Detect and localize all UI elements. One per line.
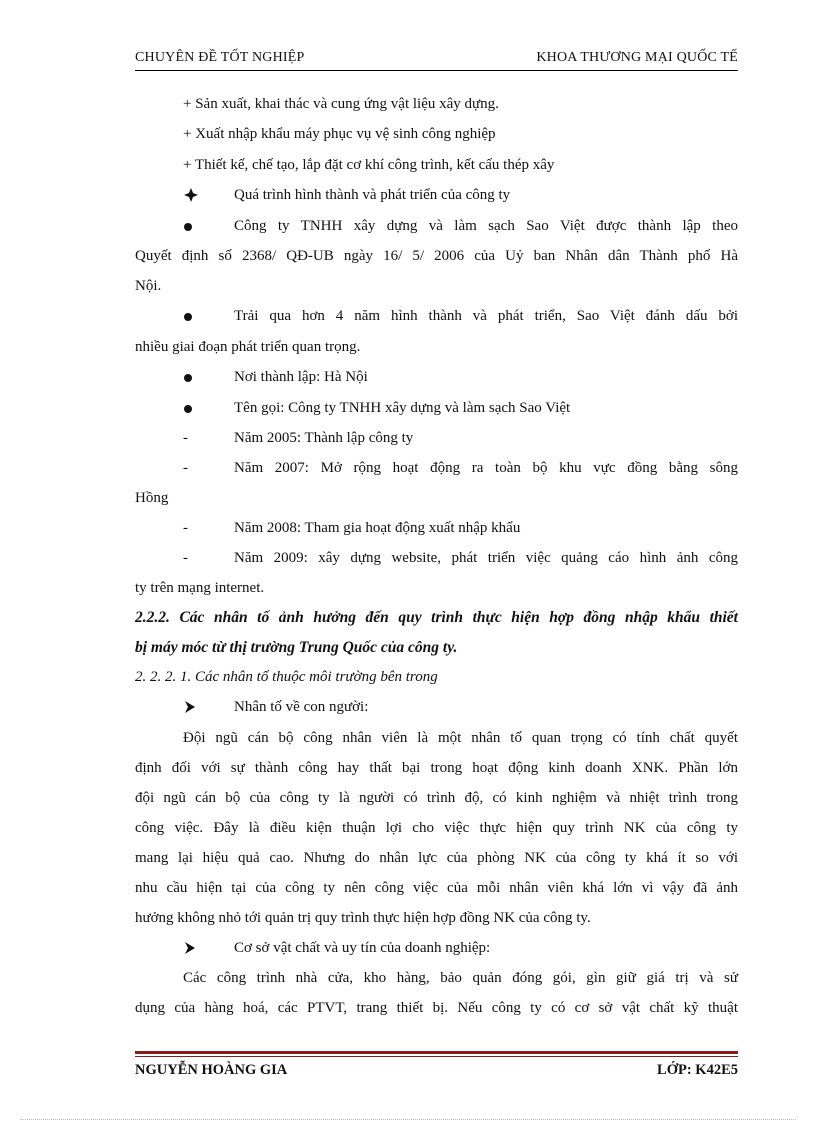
bullet-place: Nơi thành lập: Hà Nội bbox=[234, 369, 368, 385]
heading-222-line2: bị máy móc từ thị trường Trung Quốc của công ty. bbox=[135, 639, 458, 656]
bullet-name: Tên gọi: Công ty TNHH xây dựng và làm sạch Sao Việt bbox=[234, 400, 571, 416]
para1-line2: Quyết định số 2368/ QĐ-UB ngày 16/ 5/ 2006 của Uỷ ban Nhân dân Thành phố Hà bbox=[135, 248, 738, 264]
facility-para-line: dụng của hàng hoá, các PTVT, trang thiết bị. Nếu công ty có cơ sở vật chất kỹ thuật bbox=[135, 1000, 738, 1016]
para2-line1: Trải qua hơn 4 năm hình thành và phát triển, Sao Việt đánh dấu bởi bbox=[234, 308, 738, 324]
bullet-dot-icon bbox=[183, 367, 213, 393]
timeline-2008: Năm 2008: Tham gia hoạt động xuất nhập khẩu bbox=[234, 520, 521, 536]
heading-222-line1: 2.2.2. Các nhân tố ảnh hưởng đến quy trình thực hiện hợp đồng nhập khẩu thiết bbox=[135, 609, 738, 626]
header-rule bbox=[135, 70, 738, 71]
section-title: Quá trình hình thành và phát triển của công ty bbox=[234, 187, 511, 203]
dash-marker: - bbox=[183, 550, 188, 566]
human-factor-title: Nhân tố về con người: bbox=[234, 699, 369, 715]
para2-line2: nhiều giai đoạn phát triển quan trọng. bbox=[135, 339, 361, 355]
human-para-line: định đối với sự thành công hay thất bại trong hoạt động kinh doanh XNK. Phần lớn bbox=[135, 760, 738, 776]
plus-item-1: + Sản xuất, khai thác và cung ứng vật liệu xây dựng. bbox=[183, 96, 499, 112]
bullet-dot-icon bbox=[183, 216, 213, 242]
timeline-2007-line2: Hồng bbox=[135, 490, 169, 506]
timeline-2009-line1: Năm 2009: xây dựng website, phát triển việc quảng cáo hình ảnh công bbox=[234, 550, 738, 566]
footer-author: NGUYỄN HOÀNG GIA bbox=[135, 1062, 288, 1078]
timeline-2005: Năm 2005: Thành lập công ty bbox=[234, 430, 414, 446]
arrow-bullet-icon bbox=[183, 697, 213, 723]
bullet-dot-icon bbox=[183, 398, 213, 424]
footer-rule-thin bbox=[135, 1056, 738, 1057]
timeline-2007-line1: Năm 2007: Mở rộng hoạt động ra toàn bộ khu vực đồng bằng sông bbox=[234, 460, 738, 476]
page-bottom-border bbox=[20, 1119, 796, 1120]
footer-class: LỚP: K42E5 bbox=[657, 1062, 738, 1078]
dash-marker: - bbox=[183, 520, 188, 536]
diamond-bullet-icon bbox=[183, 185, 213, 209]
plus-item-2: + Xuất nhập khẩu máy phục vụ vệ sinh công nghiệp bbox=[183, 126, 496, 142]
human-para-line: đội ngũ cán bộ của công ty là người có trình độ, có kinh nghiệm và nhiệt trình trong bbox=[135, 790, 738, 806]
subheading-2221: 2. 2. 2. 1. Các nhân tố thuộc môi trường bên trong bbox=[135, 669, 438, 685]
dash-marker: - bbox=[183, 460, 188, 476]
header-right: KHOA THƯƠNG MẠI QUỐC TẾ bbox=[536, 50, 738, 65]
header-left: CHUYÊN ĐỀ TỐT NGHIỆP bbox=[135, 50, 305, 65]
human-para-line: Đội ngũ cán bộ công nhân viên là một nhân tố quan trọng có tính chất quyết bbox=[183, 730, 738, 746]
facility-para-line: Các công trình nhà cửa, kho hàng, bảo quản đóng gói, gìn giữ giá trị và sử bbox=[183, 970, 738, 986]
bullet-dot-icon bbox=[183, 306, 213, 332]
page-header bbox=[135, 50, 738, 70]
dash-marker: - bbox=[183, 430, 188, 446]
human-para-line: công việc. Đây là điều kiện thuận lợi cho việc thực hiện quy trình NK của công ty bbox=[135, 820, 738, 836]
para1-line3: Nội. bbox=[135, 278, 162, 294]
arrow-bullet-icon bbox=[183, 938, 213, 964]
plus-item-3: + Thiết kế, chế tạo, lắp đặt cơ khí công trình, kết cấu thép xây bbox=[183, 157, 555, 173]
timeline-2009-line2: ty trên mạng internet. bbox=[135, 580, 265, 596]
footer-rule-thick bbox=[135, 1051, 738, 1054]
facility-title: Cơ sở vật chất và uy tín của doanh nghiệp: bbox=[234, 940, 491, 956]
para1-line1: Công ty TNHH xây dựng và làm sạch Sao Việt được thành lập theo bbox=[234, 218, 738, 234]
human-para-line: hưởng không nhỏ tới quản trị quy trình thực hiện hợp đồng NK của công ty. bbox=[135, 910, 591, 926]
human-para-line: mang lại hiệu quả cao. Nhưng do nhân lực của phòng NK của công ty khá ít so với bbox=[135, 850, 738, 866]
human-para-line: nhu cầu hiện tại của công ty nên công việc của mỗi nhân viên khá lớn vì vậy đã ảnh bbox=[135, 880, 738, 896]
